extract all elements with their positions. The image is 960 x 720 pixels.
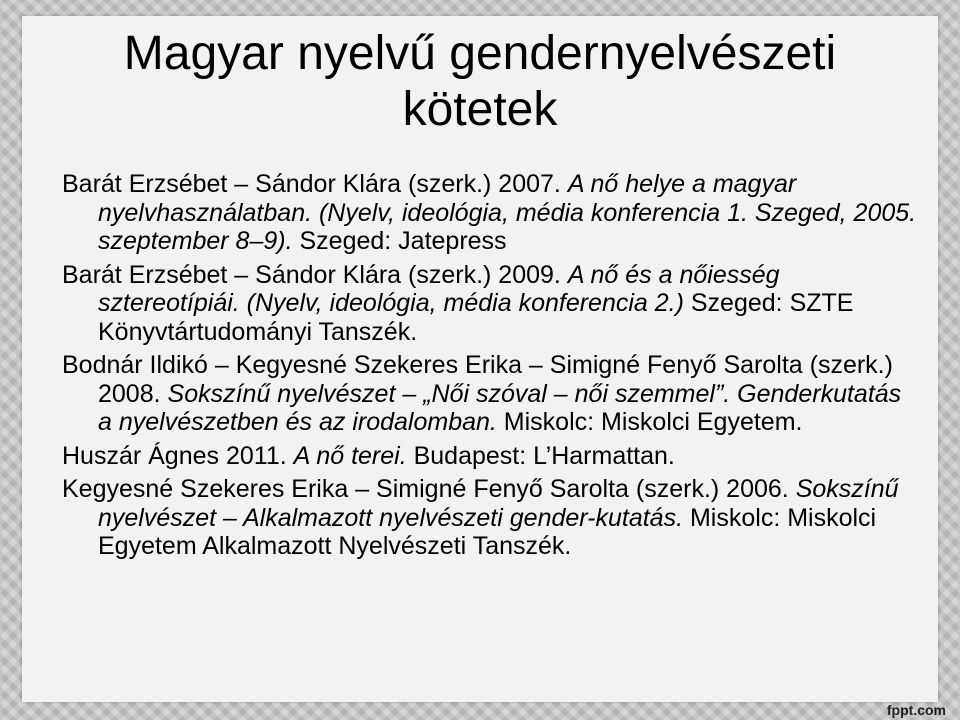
slide-title bbox=[40, 26, 920, 138]
entry-authors: Huszár Ágnes 2011. bbox=[62, 441, 294, 470]
bibliography-list bbox=[62, 170, 922, 566]
entry-authors: Barát Erzsébet – Sándor Klára (szerk.) 2009. bbox=[62, 260, 568, 289]
slide-title-line-1: Magyar nyelvű gendernyelvészeti bbox=[123, 27, 837, 80]
bibliography-entry bbox=[62, 170, 922, 256]
fppt-logo: fppt.com bbox=[886, 702, 946, 718]
entry-title: Sokszínű nyelvészet – „Női szóval – női szemmel”. Genderkutatás a nyelvészetben és az irodalomban. bbox=[98, 379, 902, 436]
entry-authors: Barát Erzsébet – Sándor Klára (szerk.) 2007. bbox=[62, 170, 568, 198]
entry-title: A nő és a nőiesség sztereotípiái. (Nyelv, ideológia, média konferencia 2.) bbox=[98, 260, 780, 317]
bibliography-entry bbox=[62, 442, 922, 471]
slide-title-line-2: kötetek bbox=[402, 83, 558, 136]
bibliography-entry bbox=[62, 261, 922, 347]
bibliography-entry bbox=[62, 351, 922, 437]
entry-publisher: Szeged: Jatepress bbox=[292, 227, 507, 255]
entry-title: Sokszínű nyelvészet – Alkalmazott nyelvészeti gender-kutatás. bbox=[98, 475, 899, 532]
entry-publisher: Miskolc: Miskolci Egyetem Alkalmazott Nyelvészeti Tanszék. bbox=[98, 503, 877, 560]
entry-authors: Bodnár Ildikó – Kegyesné Szekeres Erika – Simigné Fenyő Sarolta (szerk.) 2008. bbox=[62, 351, 893, 408]
entry-publisher: Szeged: SZTE Könyvtártudományi Tanszék. bbox=[98, 289, 854, 346]
entry-title: A nő helye a magyar nyelvhasználatban. (Nyelv, ideológia, média konferencia 1. Szeged, 2005. szeptember 8–9). bbox=[98, 170, 917, 255]
bibliography-entry bbox=[62, 475, 922, 561]
entry-title: A nő terei. bbox=[293, 441, 407, 470]
entry-publisher: Miskolc: Miskolci Egyetem. bbox=[496, 408, 803, 436]
entry-authors: Kegyesné Szekeres Erika – Simigné Fenyő Sarolta (szerk.) 2006. bbox=[62, 475, 796, 503]
entry-publisher: Budapest: L’Harmattan. bbox=[406, 441, 675, 470]
